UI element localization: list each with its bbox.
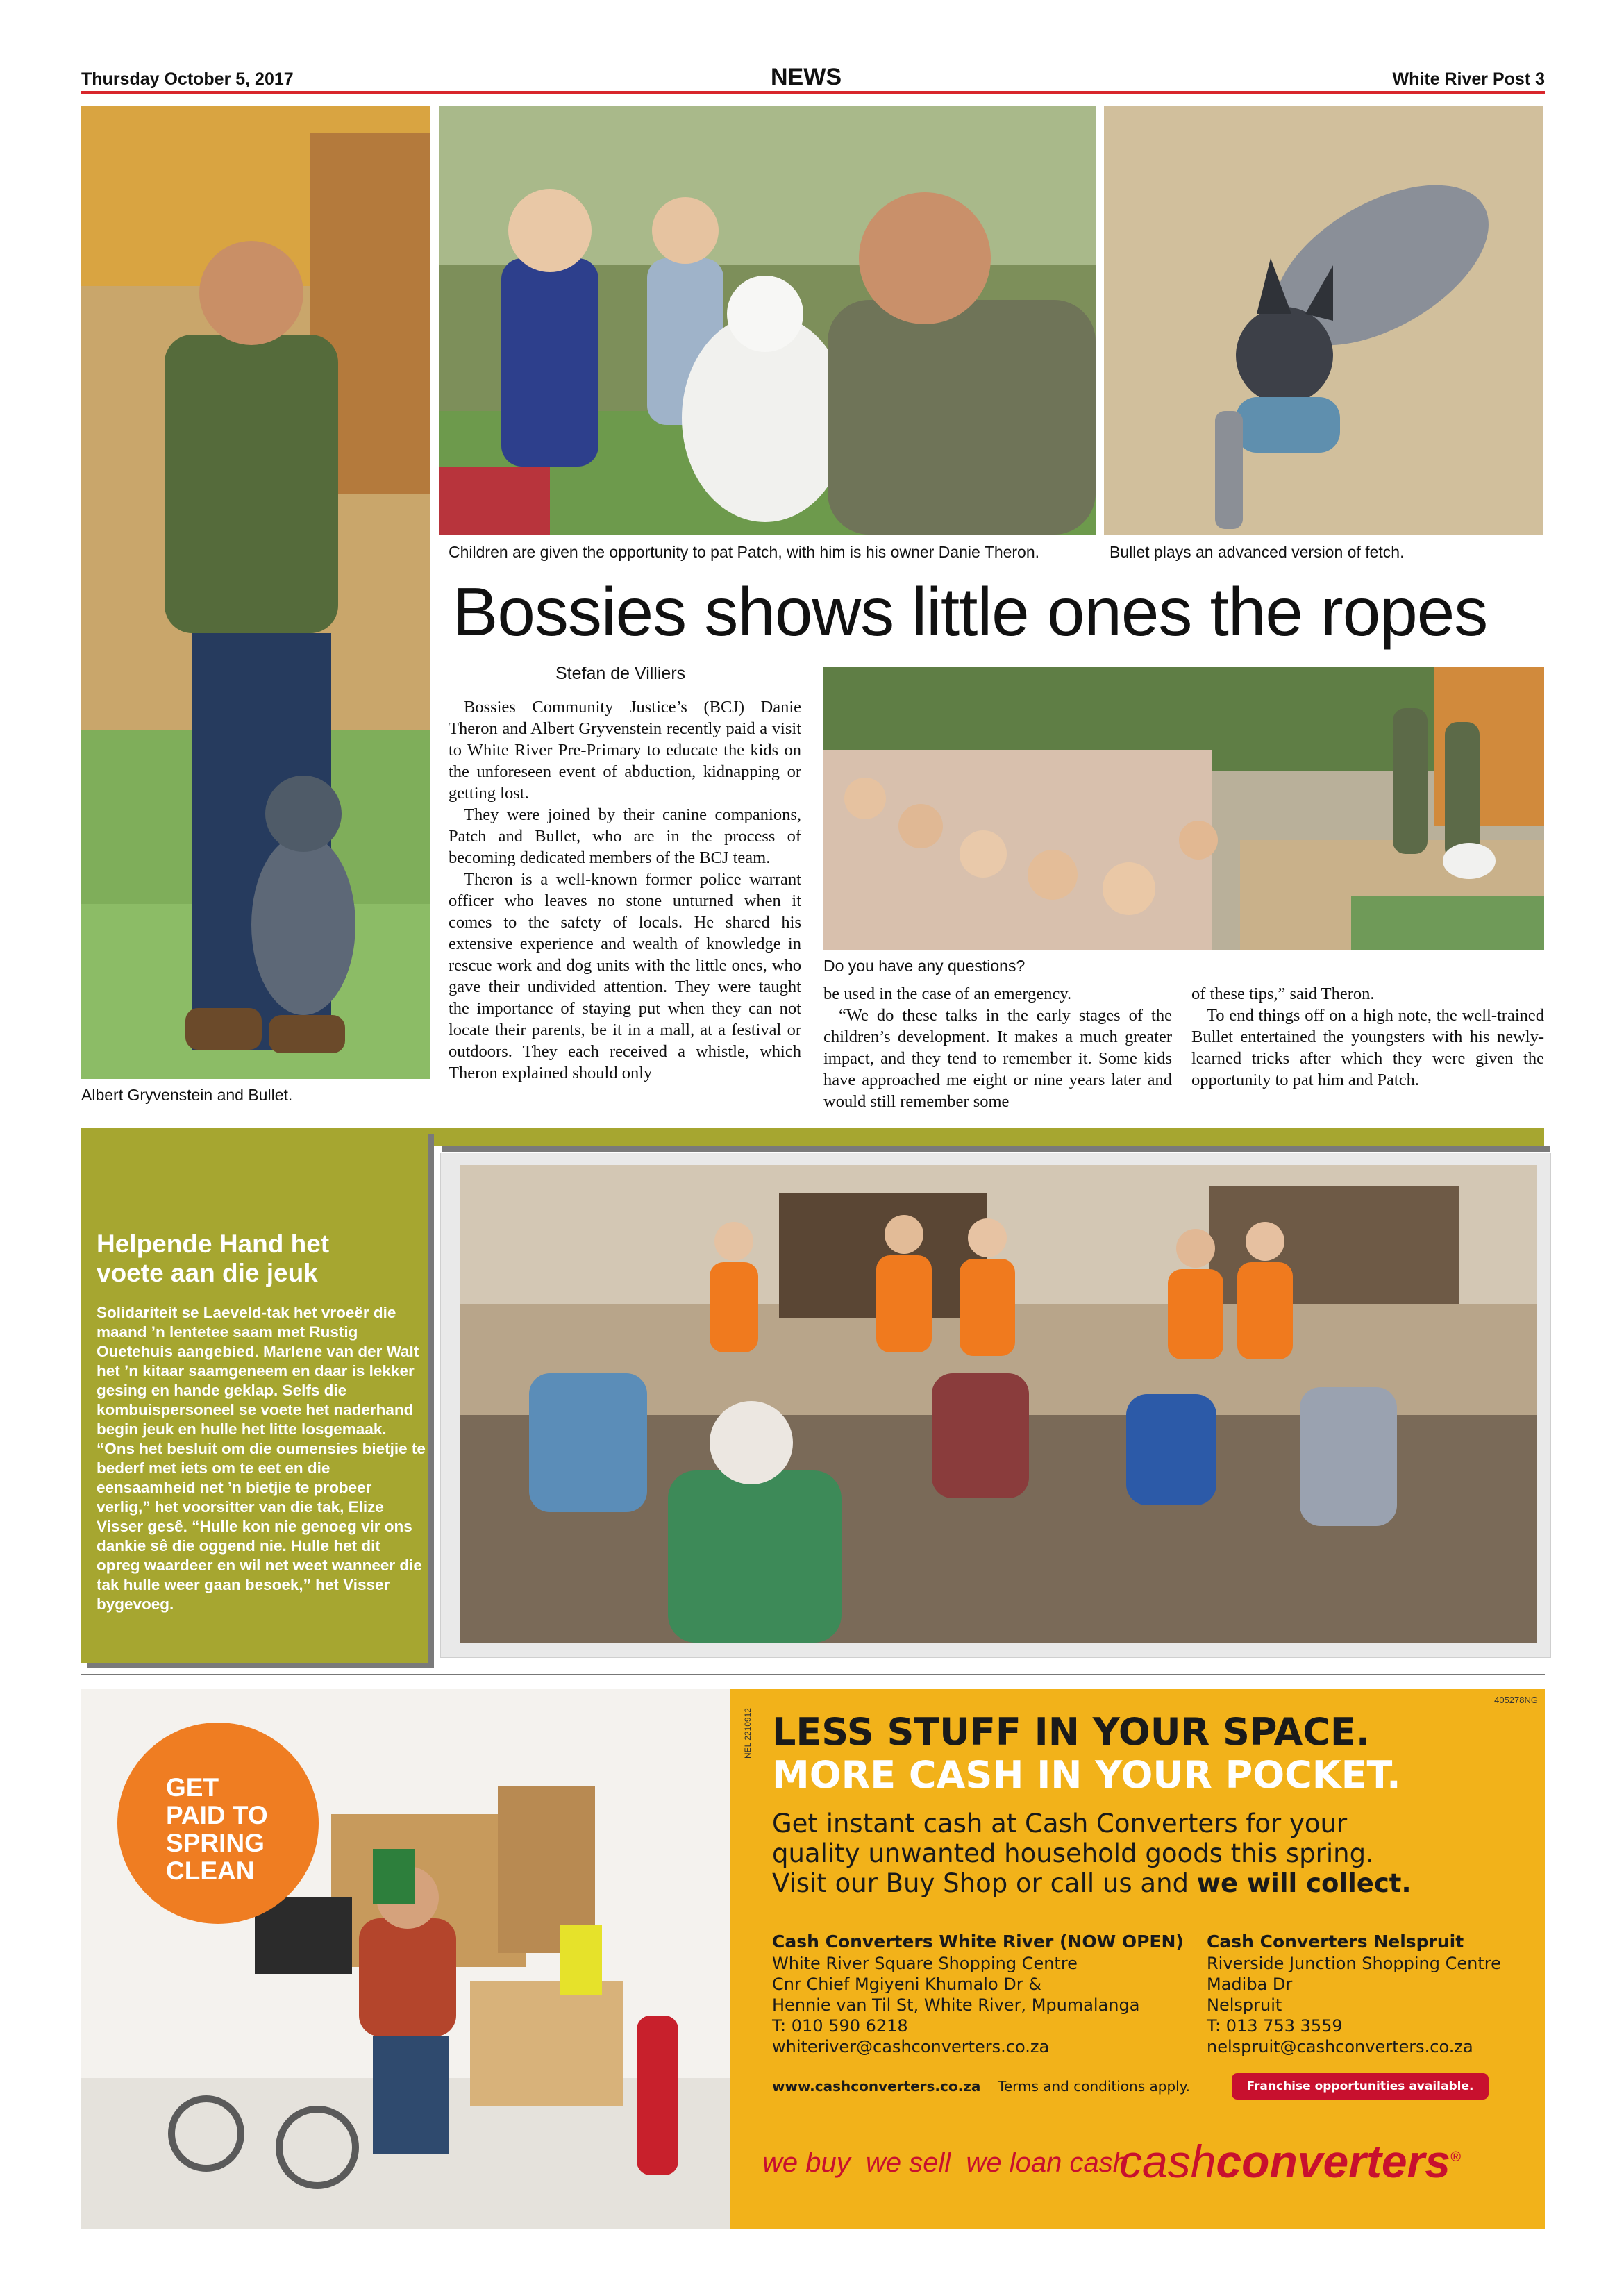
ad-subline: Get instant cash at Cash Converters for your [772,1809,1348,1838]
ad-website[interactable]: www.cashconverters.co.za [772,2078,981,2095]
ad-slogan: we buy we sell we loan cash [762,2147,1128,2178]
article-byline: Stefan de Villiers [555,664,686,683]
ad-headline-2: MORE CASH IN YOUR POCKET. [772,1753,1401,1797]
caption-dog-photo: Bullet plays an advanced version of fetch. [1110,543,1405,561]
ad-store1-email[interactable]: whiteriver@cashconverters.co.za [772,2037,1050,2056]
ad-store2-line: Riverside Junction Shopping Centre [1207,1954,1501,1973]
ad-ref-side: NEL 2210912 [743,1708,753,1759]
ad-store2-phone: T: 013 753 3559 [1207,2016,1343,2036]
ad-subline-last [772,1868,1412,1898]
ad-subline-plain: Visit our Buy Shop or call us and [772,1868,1197,1898]
header-section: NEWS [771,64,842,90]
ad-badge-line: GET [166,1773,219,1802]
ad-badge [117,1723,319,1924]
caption-children-photo: Children are given the opportunity to pat Patch, with him is his owner Danie Theron. [449,543,1040,561]
photo-dog-fetch [1104,106,1543,535]
article-paragraph: of these tips,” said Theron. [1191,984,1375,1003]
ad-store1-line: Cnr Chief Mgiyeni Khumalo Dr & [772,1975,1041,1994]
ad-store2-name: Cash Converters Nelspruit [1207,1932,1464,1952]
ad-logo-converters: converters [1216,2136,1450,2187]
ad-franchise-label: Franchise opportunities available. [1246,2079,1474,2093]
article-paragraph: Bossies Community Justice’s (BCJ) Danie Theron and Albert Gryvenstein recently paid a visit to White River Pre-Primary to educate the kids on the unforeseen event of abduction, kidnapping or getting lost. [449,698,801,803]
brief-body: Solidariteit se Laeveld-tak het vroeër die maand ’n lentetee saam met Rustig Ouetehuis aangebied. Marlene van der Walt het ’n kitaar saamgeneem en daar is lekker gesing en hande geklap. Selfs die kombuispersoneel se voete het naderhand begin jeuk en hulle het litte losgemaak. “Ons het besluit om die oumensies bietjie te bederf met iets om te eet en die eensaamheid net ’n bietjie te probeer verlig,” het voorsitter van die tak, Elize Visser gesê. “Hulle kon nie genoeg vir ons dankie sê die oggend nie. Hulle het dit opreg waardeer en wil net weet wanneer die tak hulle weer gaan besoek,” het Visser bygevoeg. [97,1304,426,1613]
article-column-1 [449,696,801,1084]
ad-store2-email[interactable]: nelspruit@cashconverters.co.za [1207,2037,1473,2056]
ad-badge-line: PAID TO [166,1801,268,1829]
ad-logo-reg: ® [1450,2150,1461,2165]
brief-accent-bar [428,1128,1544,1146]
ad-badge-line: CLEAN [166,1857,255,1885]
ad-logo [1119,2135,1461,2188]
caption-questions-photo: Do you have any questions? [823,957,1026,975]
section-divider [81,1674,1545,1675]
header-page-label: White River Post 3 [1392,69,1545,89]
ad-headline-1: LESS STUFF IN YOUR SPACE. [772,1710,1371,1754]
ad-store2-line: Nelspruit [1207,1995,1282,2015]
article-paragraph: Theron is a well-known former police warrant officer who leaves no stone unturned when it comes to the safety of locals. He shared his extensive experience and wealth of knowledge in rescue work and dog units with the little ones, who gave their undivided attention. They were taught the importance of staying put when they can not locate their parents, be it in a mall, at a festival or outdoors. They each received a whistle, which Theron explained should only [449,870,801,1082]
article-headline: Bossies shows little ones the ropes [453,573,1488,650]
ad-subline-bold: we will collect. [1196,1868,1412,1898]
article-paragraph: “We do these talks in the early stages of the children’s development. It makes a much greater impact, and they tend to remember it. Some kids have approached me eight or nine years later and would still remember some [823,1006,1172,1111]
article-paragraph: be used in the case of an emergency. [823,984,1072,1003]
photo-old-age-home [460,1165,1537,1643]
article-paragraph: They were joined by their canine companions, Patch and Bullet, who are in the process of becoming dedicated members of the BCJ team. [449,805,801,867]
article-column-2 [823,983,1172,1112]
brief-title: Helpende Hand het voete aan die jeuk [97,1230,330,1287]
article-column-3 [1191,983,1544,1091]
ad-badge-line: SPRING [166,1829,265,1857]
article-paragraph: To end things off on a high note, the well-trained Bullet entertained the youngsters with his newly-learned tricks after which they were given the opportunity to pat him and Patch. [1191,1006,1544,1089]
photo-children-questions [823,667,1544,950]
ad-cash-converters [81,1689,1545,2229]
ad-store1-name: Cash Converters White River (NOW OPEN) [772,1932,1184,1952]
photo-man-with-dog [81,106,430,1079]
brief-shadow-bar [442,1146,1550,1152]
ad-store2-line: Madiba Dr [1207,1975,1293,1994]
photo-children-with-patch [439,106,1096,535]
ad-store1-phone: T: 010 590 6218 [772,2016,908,2036]
header-date: Thursday October 5, 2017 [81,69,294,89]
caption-left-photo: Albert Gryvenstein and Bullet. [81,1086,293,1104]
ad-ref-corner: 405278NG [1494,1695,1538,1705]
ad-franchise-button[interactable] [1232,2073,1489,2100]
ad-store1-line: Hennie van Til St, White River, Mpumalanga [772,1995,1140,2015]
ad-terms: Terms and conditions apply. [998,2078,1191,2095]
header-rule [81,91,1545,94]
ad-text-panel [730,1689,1545,2229]
ad-subline: quality unwanted household goods this spring. [772,1838,1374,1868]
brief-panel [81,1128,428,1663]
ad-store1-line: White River Square Shopping Centre [772,1954,1078,1973]
ad-logo-cash: cash [1119,2136,1216,2187]
